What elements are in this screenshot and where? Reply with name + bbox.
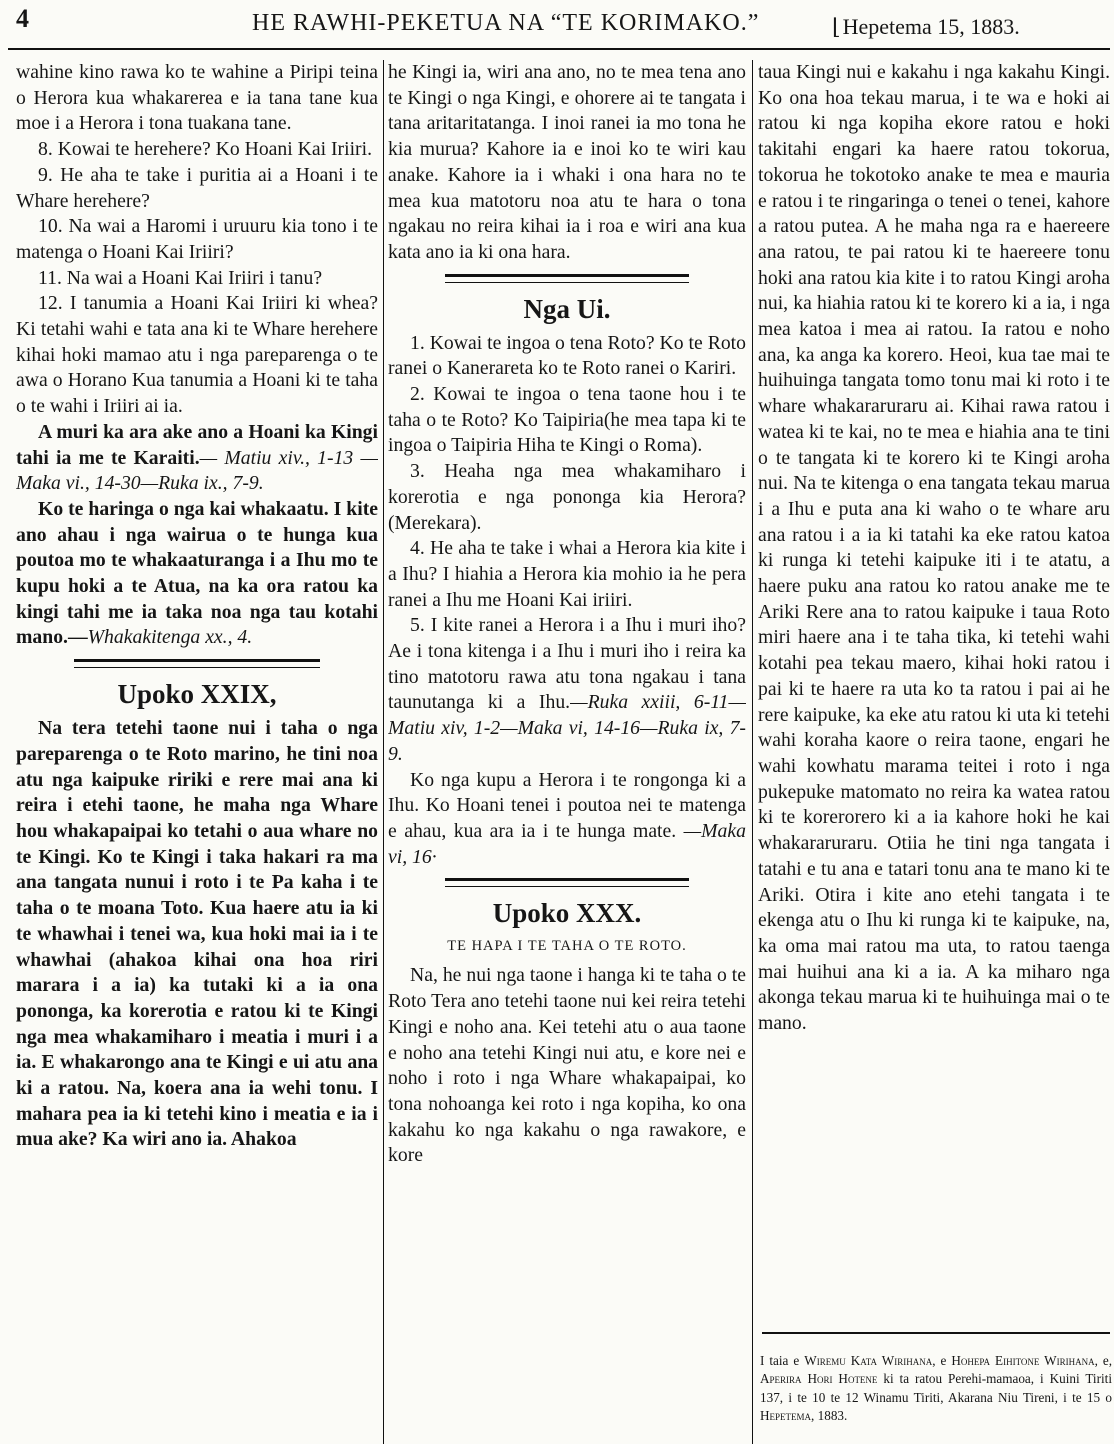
question-8: 8. Kowai te herehere? Ko Hoani Kai Iriiri. bbox=[38, 138, 373, 161]
paragraph: wahine kino rawa ko te wahine a Piripi teina o Herora kua whakarerea e ia tana tane kua moe i a Herora i tona tuakana tane. bbox=[16, 61, 378, 135]
chapter-title: Upoko XXIX, bbox=[117, 679, 277, 710]
issue-date: ⌊ Hepetema 15, 1883. bbox=[832, 14, 1020, 40]
scripture-reference: —Ruka xxiii, 6-11—Matiu xiv, 1-2—Maka vi, 14-16—Ruka ix, 7-9. bbox=[388, 691, 746, 765]
question-10: 10. Na wai a Haromi i uruuru kia tono i te matenga o Hoani Kai Iriiri? bbox=[16, 215, 378, 263]
printer-name: Hohepa Eihitone Wirihana bbox=[951, 1353, 1095, 1368]
scripture-reference: Whakakitenga xx., 4. bbox=[87, 626, 253, 649]
section-rule bbox=[445, 878, 688, 887]
paragraph bbox=[16, 716, 378, 1153]
section-rule bbox=[74, 659, 320, 668]
question-1: 1. Kowai te ingoa o tena Roto? Ko te Roto ranei o Kanerareta ko te Roto ranei o Kariri. bbox=[388, 331, 746, 380]
question-12: 12. I tanumia a Hoani Kai Iriiri ki whea? Ki tetahi wahi e tata ana ki te Whare herehere kihai hoki mamao atu i nga pareparenga o te awa o Horano Kua tanumia a Hoani ki te taha o te wahi i Iriiri ai ia. bbox=[16, 292, 378, 418]
page-header bbox=[0, 0, 1114, 48]
paragraph: he Kingi ia, wiri ana ano, no te mea tena ano te Kingi o nga Kingi, e ohorere ai te tangata i tana aritaritatanga. I inoi ranei ia mo tona he kia murua? Kahore ia e inoi ko te wiri kau anake. Kahore ia i whaki i ona hara no te mea kua matotoru noa atu te hara o tona ngakau no reira kihai ia i roa e wiri ana kua kata ano ia ki ona hara. bbox=[388, 61, 746, 263]
section-rule bbox=[445, 274, 688, 283]
column-divider-1 bbox=[383, 60, 384, 1444]
bold-text: A muri ka ara ake ano a Hoani ka Kingi tahi ia me te Karaiti. bbox=[16, 420, 378, 469]
bold-text: Na tera tetehi taone nui i taha o nga pareparenga o te Roto marino, he tini noa atu nga kaipuke ririki e rere mai ana ki reira i etehi taone, he maha nga Whare hou whakapaipai ko tetahi o aua whare no te Kingi. Ko te Kingi i taka hakari ra ma ana tangata nunui i roto i te Pa kaha i te taha o te moana Toto. Kua haere atu ia ki te whawhai i tenei wa, kua hoki mai ia i te whawhai (ahakoa kihai ona hoa riri marara i a ia) ka tutaki ki a ia ona pononga, ka korerotia e ratou ki te Kingi nga mea whakamiharo i meatia i muri i a ia. E whakarongo ana te Kingi e ui atu ana ki a ratou. Na, koera ana ia wehi tonu. I mahara pea ia ki tetehi kino i meatia e ia i mua ake? Ka wiri ano ia. Ahakoa bbox=[16, 717, 378, 1151]
question-3: 3. Heaha nga mea whakamiharo i korerotia e nga pononga kia Herora? (Merekara). bbox=[388, 460, 746, 534]
question-4: 4. He aha te take i whai a Herora kia kite i a Ihu? I hiahia a Herora kia mohio ia he pera ranei a Ihu me Hoani Kai iriiri. bbox=[388, 537, 746, 611]
section-title: Nga Ui. bbox=[523, 293, 611, 324]
paragraph bbox=[16, 497, 378, 651]
question-text: 5. I kite ranei a Herora i a Ihu i muri iho? Ae i tona kitenga i a Ihu i muri iho i reira ka tino matotoru rawa atu tona ngakau i tana taunutanga ki a Ihu. bbox=[388, 614, 746, 714]
printer-name: Aperira Hori Hotene bbox=[760, 1371, 878, 1387]
column-divider-2 bbox=[752, 60, 753, 1444]
imprint-rule bbox=[762, 1332, 1110, 1334]
question-2: 2. Kowai te ingoa o tena taone hou i te taha o te Roto? Ko Taipiria(he mea tapa ki te ingoa o Taipiria Hiha te Kingi o Roma). bbox=[388, 383, 746, 457]
scripture-reference: — Matiu xiv., 1-13 — Maka vi., 14-30—Ruka ix., 7-9. bbox=[16, 446, 378, 495]
imprint-month: Hepetema bbox=[760, 1408, 812, 1424]
chapter-subtitle: TE HAPA I TE TAHA O TE ROTO. bbox=[447, 938, 687, 955]
question-9: 9. He aha te take i puritia ai a Hoani i te Whare herehere? bbox=[16, 163, 378, 212]
paragraph bbox=[16, 420, 378, 497]
paragraph: Na, he nui nga taone i hanga ki te taha o te Roto Tera ano tetehi taone nui kei reira tetehi Kingi e noho ana. Kei tetehi atu o aua taone e noho ana tetehi Kingi nui atu, e kore nei e noho i roto i nga Whare whakapaipai, ko tona nohoanga kei roto i nga kopiha, ko ona kakahu ko nga kakahu o nga rawakore, e kore bbox=[388, 964, 746, 1167]
newspaper-title: HE RAWHI-PEKETUA NA “TE KORIMAKO.” bbox=[252, 10, 760, 36]
chapter-title: Upoko XXX. bbox=[492, 898, 642, 929]
printer-imprint: I taia e Wiremu Kata Wirihana, e Hohepa Eihitone Wirihana, e, Aperira Hori Hotene ki ta ratou Perehi-mamaoa, i Kuini Tiriti 137, i te 10 te 12 Winamu Tiriti, Akarana Niu Tireni, i te 15 o Hepetema, 1883. bbox=[760, 1353, 1113, 1424]
column-3 bbox=[758, 60, 1110, 1326]
scripture-reference: —Maka vi, 16· bbox=[388, 819, 746, 868]
paragraph: taua Kingi nui e kakahu i nga kakahu Kingi. Ko ona hoa tekau marua, i te wa e hoki ai ratou ki nga kopiha ekore ratou e hoki takitahi engari ka haere ratou tokorua, tokorua he tokotoko anake te mea e mauria e ratou i te ringaringa o tenei o tenei, kahore a ratou putea. A he maha nga ra e haereere ana ratou, te pai ratou ki te haereere tonu hoki ana ratou kia kite i to ratou Kingi aroha nui, ka hiahia ratou ki te korero ki a ia, i nga mea katoa i mea ai ratou. Ia ratou e noho ana, ka anga ka korero. Heoi, kua tae mai te huihuinga tangata tomo tonu mai ki roto i te whare whakararuraru ai. Kihai rawa ratou i watea ki te kai, no te mea e hiahia ana te tini o te tangata ki te korero ki te Kingi aroha nui. Na te kitenga o ena tangata tekau marua i a Ihu e puta ana ki waho o te whare aru ana ratou i a ia ki tatahi ka eke ratou katoa ki runga ki tetehi kaipuke iti i te atatu, a haere puku ana ratou ko ratou anake me te Ariki Rere ana to ratou kaipuke i taua Roto miri haere ana i te taha tika, ki tetehi wahi kotahi pea tekau maero, kihai hoki ratou i pai ki te haere ra uta ko ta ratou i pai ai he rere kaipuke, ka eke atu ratou ki uta ki tetehi wahi koraha kaore o reira taone, engari he wahi kowhatu marama teitei i roto i nga pukepuke matomato no reira ka watea ratou ki te korerorero ki a ia kahore hoki he kai whakararuraru. Otiia he tini nga tangata i tatahi e tu ana e tatari tonu ana te mano ki te Ariki. Otira i kite ano etehi tangata i te ekenga atu o Ihu ki runga ki te kaipuke, na, ka oma mai ratou ma uta, to ratou taenga mai huihui ana ki a ia. A ka miharo nga akonga tekau marua ki te huihuinga mai o te mano. bbox=[758, 61, 1110, 1035]
bold-text: Ko te haringa o nga kai whakaatu. I kite ano ahau i nga wairua o te hunga kua poutoa mo te whakaaturanga i a Ihu mo te kupu hoki a te Atua, na ka ora ratou ka kingi tahi me ia taka noa nga tau kotahi mano.— bbox=[16, 497, 378, 649]
question-11: 11. Na wai a Hoani Kai Iriiri i tanu? bbox=[38, 266, 323, 289]
column-1 bbox=[16, 60, 378, 1444]
printer-name: Wiremu Kata Wirihana bbox=[804, 1353, 933, 1368]
question-5 bbox=[388, 613, 746, 767]
paragraph-text: Ko nga kupu a Herora i te rongonga ki a Ihu. Ko Hoani tenei i poutoa nei te matenga e ahau, kua ara ia i te hunga mate. bbox=[388, 768, 746, 842]
header-rule bbox=[8, 48, 1110, 50]
column-2 bbox=[388, 60, 746, 1444]
page-number: 4 bbox=[16, 4, 29, 33]
paragraph bbox=[388, 768, 746, 871]
